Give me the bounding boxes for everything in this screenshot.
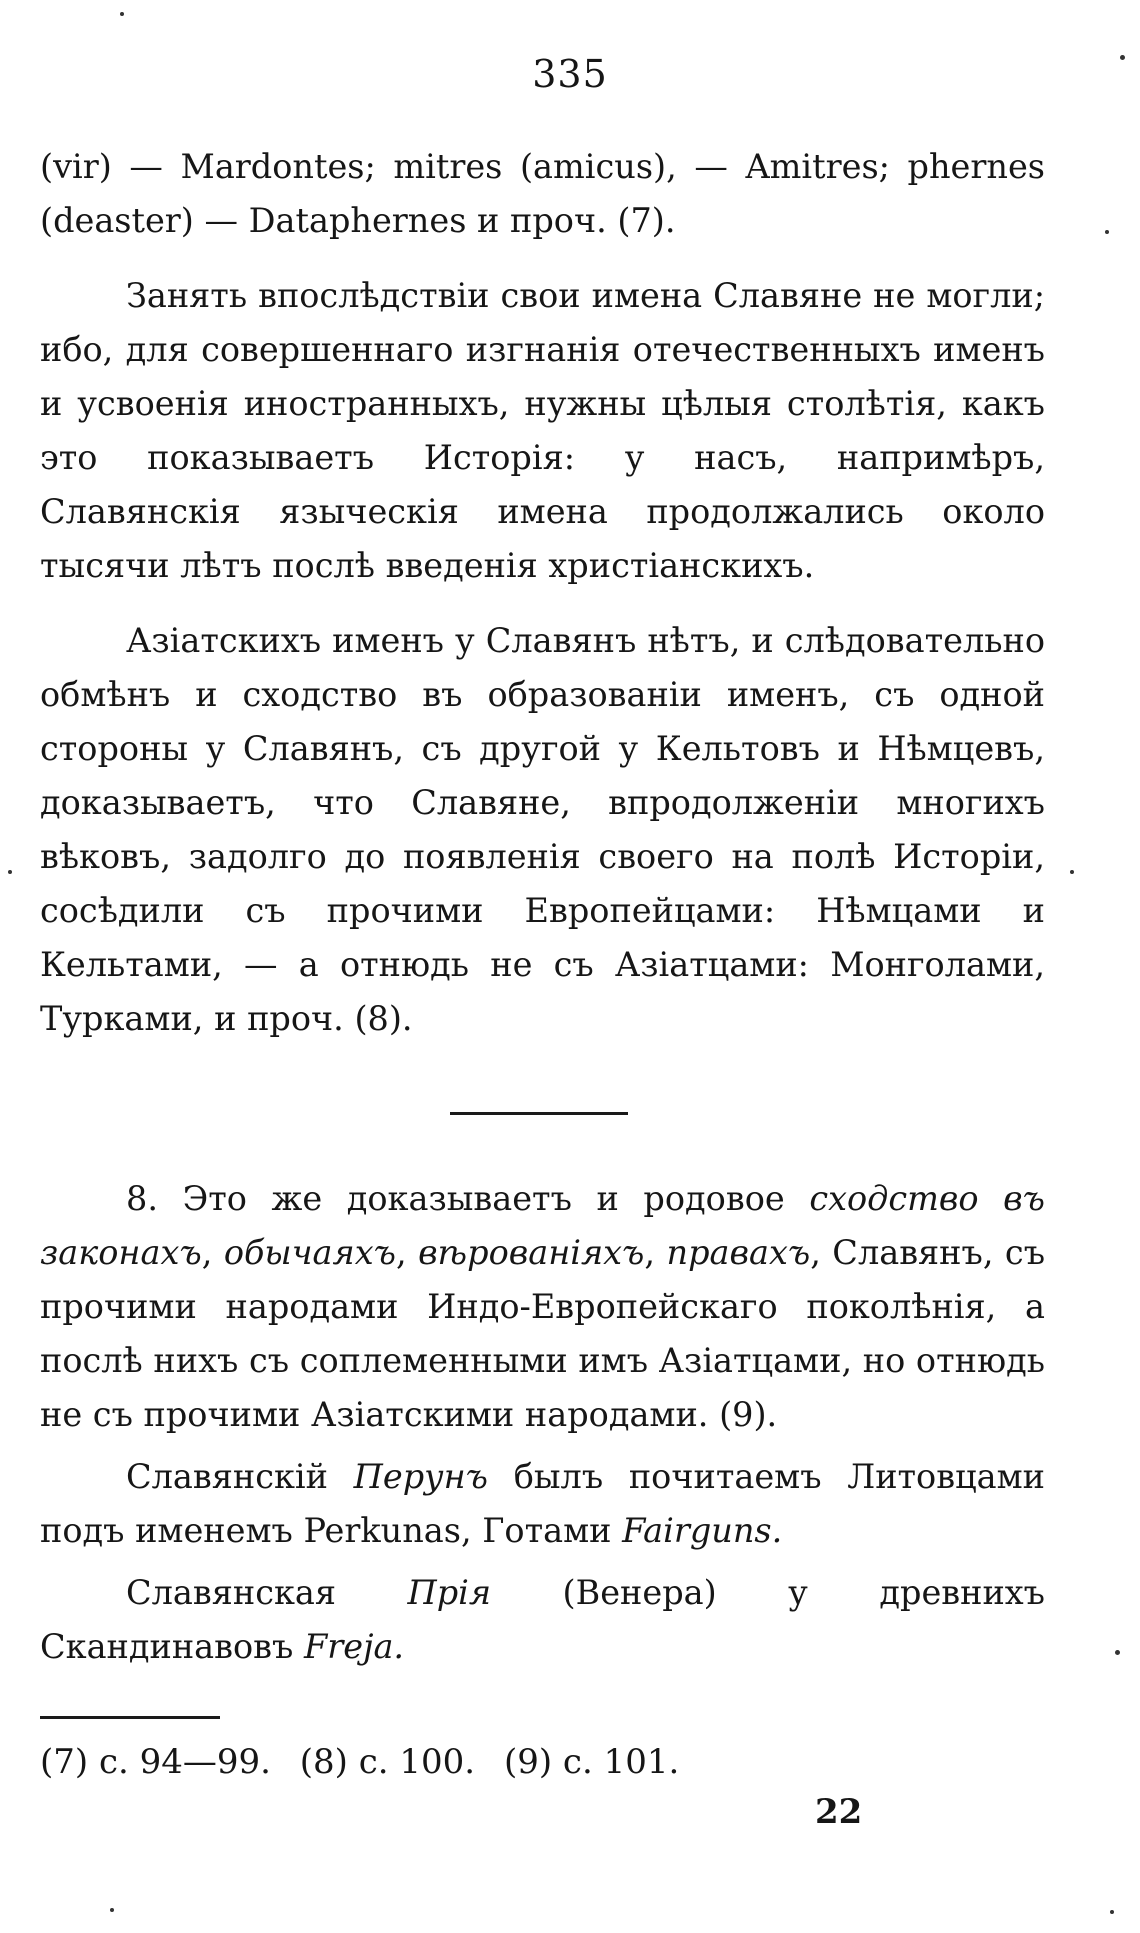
scan-speck xyxy=(110,1908,114,1912)
footnotes xyxy=(40,1735,1045,1789)
paragraph-8-italic-2: обычаяхъ xyxy=(223,1233,396,1272)
footnote-9: (9) с. 101. xyxy=(503,1742,680,1782)
footnote-7: (7) с. 94—99. xyxy=(40,1742,271,1782)
perun-mid: былъ почитаемъ Литовцами подъ именемъ Perkunas, Готами xyxy=(40,1457,1045,1550)
etymology-line-2 xyxy=(40,194,1045,248)
scan-speck xyxy=(1105,230,1109,234)
scan-speck xyxy=(1120,55,1125,60)
footnote-8: (8) с. 100. xyxy=(299,1742,476,1782)
page-number: 335 xyxy=(532,52,608,96)
scan-speck xyxy=(1070,870,1074,874)
priya-mid: (Венера) у древнихъ Скандинавовъ xyxy=(40,1573,1045,1666)
priya-italic: Прія xyxy=(407,1573,492,1612)
scan-speck xyxy=(1115,1650,1120,1655)
paragraph-8-sep-3: , xyxy=(644,1233,656,1272)
paragraph-names-adoption: Занять впослѣдствіи свои имена Славяне не могли; ибо, для совершеннаго изгнанія отечественныхъ именъ и усвоенія иностранныхъ, нужны цѣлыя столѣтія, какъ это показываетъ Исторія: у насъ, напримѣръ, Славянскія языческія имена продолжались около тысячи лѣтъ послѣ введенія христіанскихъ. xyxy=(40,276,1045,585)
perun-italic: Перунъ xyxy=(353,1457,488,1496)
perun-italic-2: Fairguns. xyxy=(622,1511,783,1550)
paragraph-perun xyxy=(40,1450,1045,1558)
paragraph-8 xyxy=(40,1172,1045,1442)
scan-speck xyxy=(120,12,124,16)
paragraph-8-sep-1: , xyxy=(201,1233,213,1272)
priya-start: Славянская xyxy=(126,1573,337,1612)
paragraph-8-italic-4: правахъ xyxy=(666,1233,811,1272)
text-block-lower xyxy=(40,1172,1045,1674)
paragraph-priya xyxy=(40,1566,1045,1674)
paragraph-8-start: 8. Это же доказываетъ и родовое xyxy=(126,1179,785,1218)
paragraph-asiatic-names: Азіатскихъ именъ у Славянъ нѣтъ, и слѣдовательно обмѣнъ и сходство въ образованіи именъ, съ одной стороны у Славянъ, съ другой у Кельтовъ и Нѣмцевъ, доказываетъ, что Славяне, впродолженіи многихъ вѣковъ, задолго до появленія своего на полѣ Исторіи, сосѣдили съ прочими Европейцами: Нѣмцами и Кельтами, — а отнюдь не съ Азіатцами: Монголами, Турками, и проч. (8). xyxy=(40,621,1045,1038)
priya-italic-2: Freja. xyxy=(303,1627,405,1666)
paragraph-8-end: , Славянъ, съ прочими народами Индо-Европейскаго поколѣнія, а послѣ нихъ съ соплеменными имъ Азіатцами, но отнюдь не съ прочими Азіатскими народами. (9). xyxy=(40,1233,1046,1434)
text-block-upper xyxy=(40,140,1045,1046)
etymology-line-1-text: (vir) — Mardontes; mitres (amicus), — Amitres; phernes xyxy=(40,147,1045,186)
paragraph-8-italic-3: вѣрованіяхъ xyxy=(418,1233,645,1272)
paragraph-8-italic-1: сходство въ законахъ xyxy=(40,1179,1045,1272)
section-divider xyxy=(450,1112,628,1115)
footnote-rule xyxy=(40,1716,220,1719)
etymology-line-2-text: (deaster) — Dataphernes и проч. (7). xyxy=(40,201,676,240)
perun-start: Славянскій xyxy=(126,1457,328,1496)
etymology-line-1 xyxy=(40,140,1045,194)
signature-mark: 22 xyxy=(815,1792,863,1832)
scan-speck xyxy=(1110,1910,1114,1914)
paragraph-8-sep-2: , xyxy=(395,1233,407,1272)
scan-speck xyxy=(8,870,12,874)
